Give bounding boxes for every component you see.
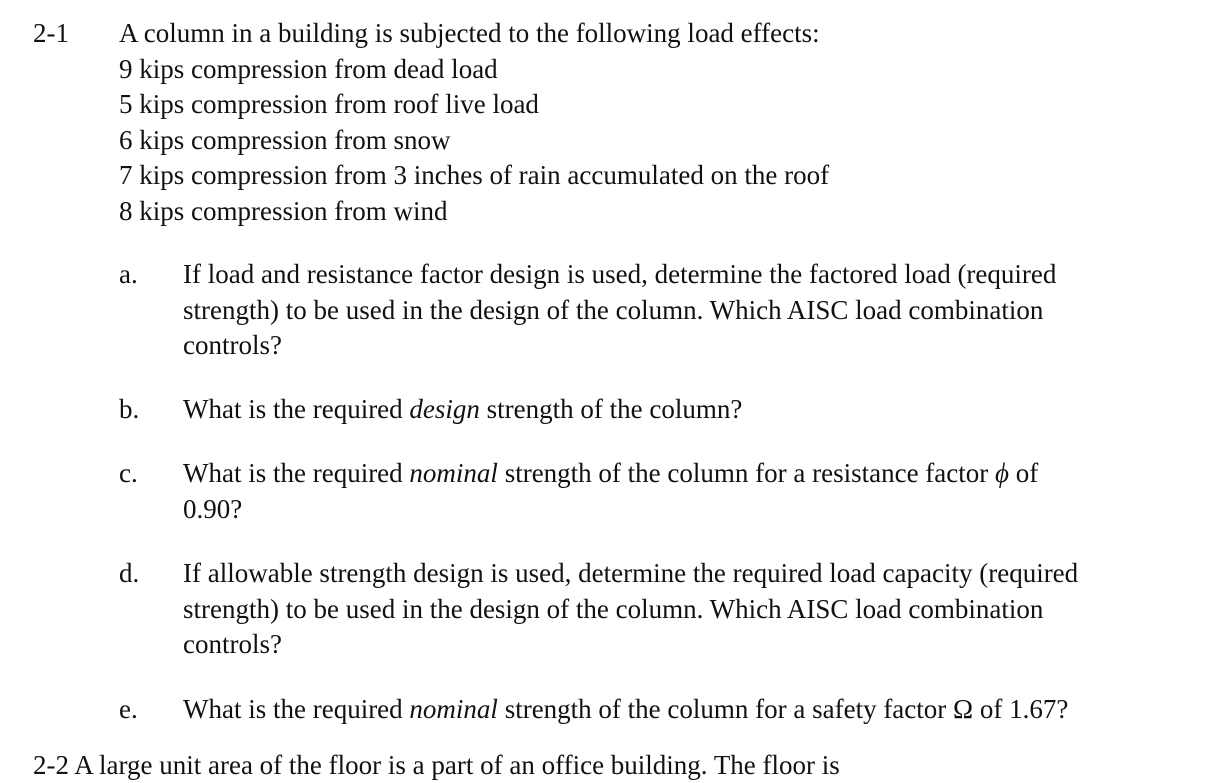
part-b-letter: b. — [119, 394, 140, 424]
intro-line-dead-load: 9 kips compression from dead load — [119, 53, 498, 84]
part-d-letter: d. — [119, 558, 140, 588]
part-e-post: strength of the column for a safety factor Ω of 1.67? — [497, 694, 1069, 724]
part-b-text — [183, 392, 1173, 428]
part-e-text — [183, 692, 1173, 728]
part-b-pre: What is the required — [183, 394, 410, 424]
problem-intro — [119, 16, 1179, 229]
part-e-emphasis: nominal — [409, 694, 498, 724]
part-a-line: If load and resistance factor design is used, determine the factored load (required — [183, 259, 1057, 289]
part-a-line: strength) to be used in the design of the column. Which AISC load combination — [183, 294, 1044, 325]
problem-number: 2-1 — [33, 18, 69, 48]
part-c-post: strength of the column for a resistance factor — [497, 458, 995, 488]
part-b-post: strength of the column? — [479, 394, 743, 424]
part-a-letter: a. — [119, 259, 138, 289]
part-c-line2: 0.90? — [183, 493, 243, 524]
part-c-emphasis: nominal — [409, 458, 498, 488]
part-d-line: strength) to be used in the design of the column. Which AISC load combination — [183, 593, 1044, 624]
part-c-text — [183, 456, 1173, 527]
intro-line-roof-live-load: 5 kips compression from roof live load — [119, 89, 539, 119]
part-c-pre: What is the required — [183, 458, 410, 488]
part-e-letter: e. — [119, 694, 138, 724]
part-c-post2: of — [1008, 458, 1039, 488]
part-d-line: controls? — [183, 629, 282, 659]
part-b-emphasis: design — [409, 394, 480, 424]
intro-line: A column in a building is subjected to the following load effects: — [119, 18, 820, 48]
part-e-pre: What is the required — [183, 694, 410, 724]
intro-line-wind: 8 kips compression from wind — [119, 195, 448, 226]
part-d-line: If allowable strength design is used, determine the required load capacity (required — [183, 558, 1079, 588]
part-c-letter: c. — [119, 458, 138, 488]
intro-line-rain: 7 kips compression from 3 inches of rain accumulated on the roof — [119, 160, 830, 190]
part-d-text — [183, 556, 1173, 663]
part-a-line: controls? — [183, 330, 282, 360]
part-a-text — [183, 257, 1173, 364]
next-problem-cutoff: 2-2 A large unit area of the floor is a part of an office building. The floor is — [33, 750, 840, 780]
phi-symbol: ϕ — [995, 458, 1009, 488]
intro-line-snow: 6 kips compression from snow — [119, 124, 451, 155]
